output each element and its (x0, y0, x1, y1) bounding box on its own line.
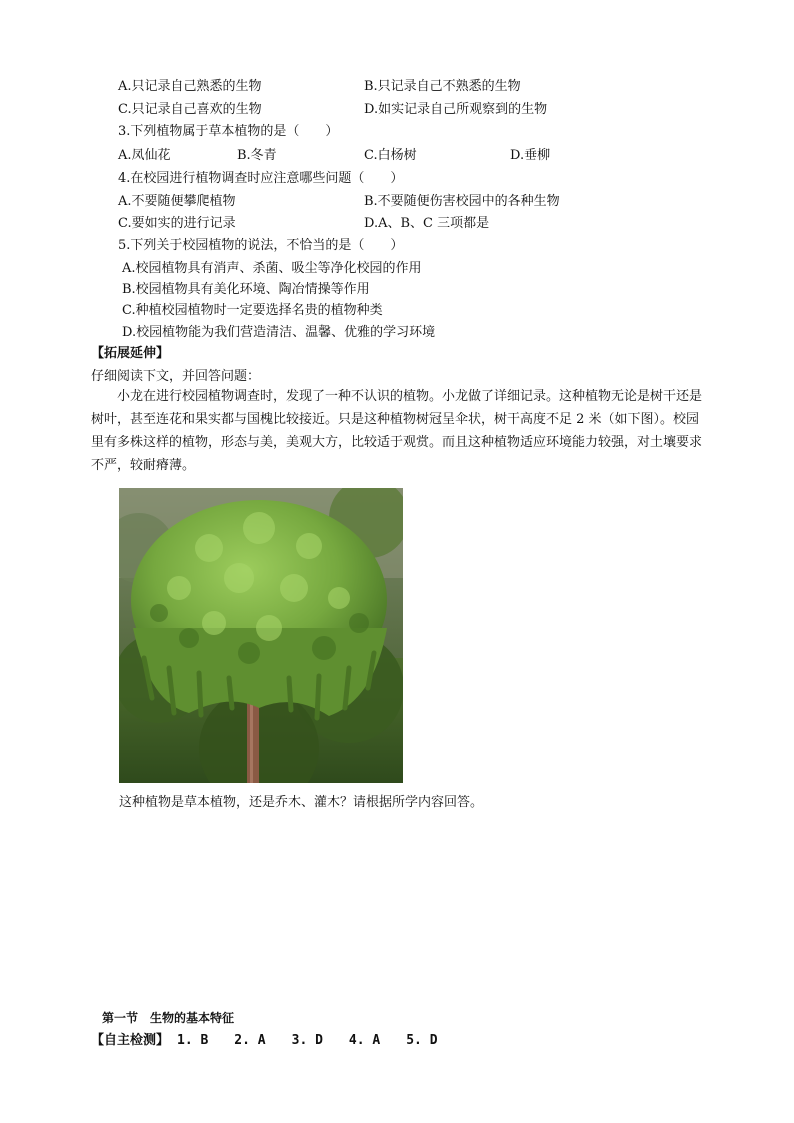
q5-option-b: B.校园植物具有美化环境、陶冶情操等作用 (122, 282, 370, 297)
answers-label: 【自主检测】 (91, 1033, 170, 1048)
q4-option-c: C.要如实的进行记录 (118, 216, 236, 231)
q3-option-b: B.冬青 (237, 148, 277, 163)
extension-question: 这种植物是草本植物，还是乔木、灌木？请根据所学内容回答。 (119, 795, 484, 810)
q4-option-d: D.A、B、C 三项都是 (364, 216, 490, 231)
q3-option-d: D.垂柳 (510, 148, 551, 163)
q4-stem: 4.在校园进行植物调查时应注意哪些问题（ ） (118, 171, 404, 186)
q3-stem: 3.下列植物属于草本植物的是（ ） (118, 124, 339, 139)
tree-photo (119, 488, 403, 783)
q2-option-a: A.只记录自己熟悉的生物 (118, 79, 262, 94)
q3-option-a: A.凤仙花 (118, 148, 171, 163)
extension-passage: 小龙在进行校园植物调查时，发现了一种不认识的植物。小龙做了详细记录。这种植物无论是树干还是树叶，甚至连花和果实都与国槐比较接近。只是这种植物树冠呈伞状，树干高度不足 2 米（如下图）。校园里有多株这样的植物，形态与美，美观大方，比较适于观赏。而且这种植物适应环境能力较强，对土壤要求不严，较耐瘠薄。 (91, 389, 703, 473)
q4-option-b: B.不要随便伤害校园中的各种生物 (364, 194, 560, 209)
q3-option-c: C.白杨树 (364, 148, 417, 163)
extension-instruction: 仔细阅读下文，并回答问题： (91, 369, 261, 384)
answers-values: 1. B 2. A 3. D 4. A 5. D (177, 1033, 438, 1048)
q5-option-a: A.校园植物具有消声、杀菌、吸尘等净化校园的作用 (122, 261, 422, 276)
q5-option-d: D.校园植物能为我们营造清洁、温馨、优雅的学习环境 (122, 325, 436, 340)
q4-option-a: A.不要随便攀爬植物 (118, 194, 236, 209)
q5-stem: 5.下列关于校园植物的说法，不恰当的是（ ） (118, 238, 404, 253)
extension-heading: 【拓展延伸】 (91, 346, 170, 361)
q2-option-c: C.只记录自己喜欢的生物 (118, 102, 262, 117)
q5-option-c: C.种植校园植物时一定要选择名贵的植物种类 (122, 303, 383, 318)
answers-section-title: 第一节 生物的基本特征 (102, 1011, 235, 1025)
q2-option-b: B.只记录自己不熟悉的生物 (364, 79, 521, 94)
q2-option-d: D.如实记录自己所观察到的生物 (364, 102, 548, 117)
